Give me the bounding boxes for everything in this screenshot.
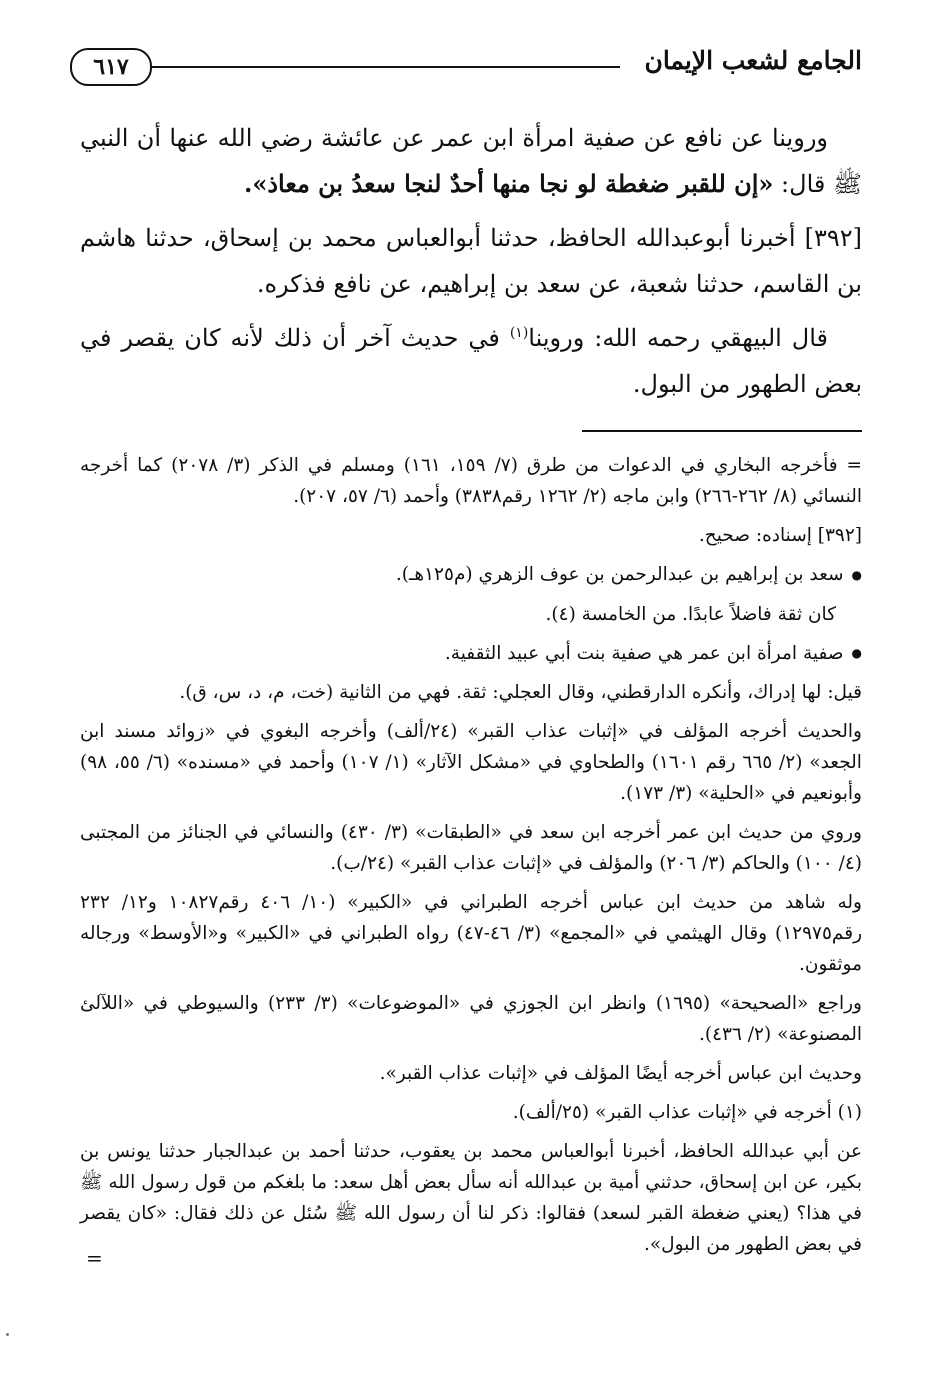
note-narrator-safiyya: ● صفية امرأة ابن عمر هي صفية بنت أبي عبيد الثقفية.: [80, 638, 862, 670]
hadith-number: [٣٩٢]: [804, 224, 862, 252]
note-takhrij-continued: = فأخرجه البخاري في الدعوات من طرق (٧/ ١٥٩، ١٦١) ومسلم في الذكر (٣/ ٢٠٧٨) كما أخرجه النسائي (٨/ ٢٦٢-٢٦٦) وابن ماجه (٢/ ١٢٦٢ رقم٣٨٣٨) وأحمد (٦/ ٥٧، ٢٠٧).: [80, 455, 862, 507]
hadith-quote: «إن للقبر ضغطة لو نجا منها أحدٌ لنجا سعدُ بن معاذ».: [244, 169, 774, 198]
page-number: ٦١٧: [70, 48, 152, 86]
isnad-text: أخبرنا أبوعبدالله الحافظ، حدثنا أبوالعباس محمد بن إسحاق، حدثنا هاشم بن القاسم، حدثنا شعبة، عن سعد بن إبراهيم، عن نافع فذكره.: [80, 224, 862, 298]
note-takhrij: والحديث أخرجه المؤلف في «إثبات عذاب القبر» (٢٤/ألف) وأخرجه البغوي في «زوائد مسند ابن الجعد» (٢/ ٦٦٥ رقم ١٦٠١) والطحاوي في «مشكل الآثار» (١/ ١٠٧) وأحمد في «مسنده» (٦/ ٥٥، ٩٨) وأبونعيم في «الحلية» (٣/ ١٧٣).: [80, 721, 862, 804]
footnotes: [80, 450, 862, 1268]
note-ibn-abbas-witness: وله شاهد من حديث ابن عباس أخرجه الطبراني في «الكبير» (١٠/ ٤٠٦ رقم١٠٨٢٧ و١٢/ ٢٣٢ رقم١٢٩٧٥) وقال الهيثمي في «المجمع» (٣/ ٤٦-٤٧) رواه الطبراني في «الكبير» و«الأوسط» ورجاله موثقون.: [80, 892, 863, 975]
running-title: الجامع لشعب الإيمان: [644, 46, 862, 75]
footnote-1: (١) أخرجه في «إثبات عذاب القبر» (٢٥/ألف).: [512, 1102, 862, 1123]
note-ibn-umar: وروي من حديث ابن عمر أخرجه ابن سعد في «الطبقات» (٣/ ٤٣٠) والنسائي في الجنائز من المجتبى (٤/ ١٠٠) والحاكم (٣/ ٢٠٦) والمؤلف في «إثبات عذاب القبر» (٢٤/ب).: [80, 822, 862, 874]
footnote-ref: (١): [509, 325, 529, 341]
note-narrator-safiyya-grade: قيل: لها إدراك، وأنكره الدارقطني، وقال العجلي: ثقة. فهي من الثانية (خت، م، د، س، ق).: [179, 682, 862, 703]
narration-line: وروينا عن نافع عن صفية امرأة ابن عمر عن عائشة رضي الله عنها أن النبي ﷺ: [80, 124, 862, 198]
scan-speck: [6, 1333, 9, 1336]
note-see-also: وراجع «الصحيحة» (١٦٩٥) وانظر ابن الجوزي في «الموضوعات» (٣/ ٢٣٣) والسيوطي في «اللآلئ المصنوعة» (٢/ ٤٣٦).: [80, 993, 862, 1045]
footnote-divider: [582, 430, 862, 432]
paragraph-narration: [80, 115, 862, 207]
header-rule: [150, 66, 620, 68]
paragraph-bayhaqi: [80, 315, 862, 407]
note-ibn-abbas-hadith: وحديث ابن عباس أخرجه أيضًا المؤلف في «إثبات عذاب القبر».: [379, 1063, 862, 1084]
footnote-1-text: عن أبي عبدالله الحافظ، أخبرنا أبوالعباس محمد بن يعقوب، حدثنا أحمد بن عبدالجبار حدثنا يونس بن بكير، عن ابن إسحاق، حدثني أمية بن عبدالله أنه سأل بعض أهل سعد: ما بلغكم من قول رسول الله ﷺ في هذا؟ (يعني ضغطة القبر لسعد) فقالوا: ذكر لنا أن رسول الله ﷺ سُئل عن ذلك فقال: «كان يقصر في بعض الطهور من البول».: [80, 1141, 863, 1255]
note-isnad-grade: [٣٩٢] إسناده: صحيح.: [698, 525, 862, 546]
continuation-mark: =: [86, 1246, 103, 1270]
paragraph-isnad: [80, 215, 862, 307]
note-narrator-saad: ● سعد بن إبراهيم بن عبدالرحمن بن عوف الزهري (م١٢٥هـ).: [80, 559, 862, 591]
bayhaqi-text-start: قال البيهقي رحمه الله: وروينا: [528, 324, 828, 352]
main-text: [80, 115, 862, 415]
narration-lead: قال:: [773, 170, 826, 198]
bayhaqi-text-end: في حديث آخر أن ذلك لأنه كان يقصر في بعض الطهور من البول.: [80, 324, 862, 398]
note-narrator-saad-grade: كان ثقة فاضلاً عابدًا. من الخامسة (٤).: [545, 603, 836, 625]
page-header: [70, 42, 870, 92]
